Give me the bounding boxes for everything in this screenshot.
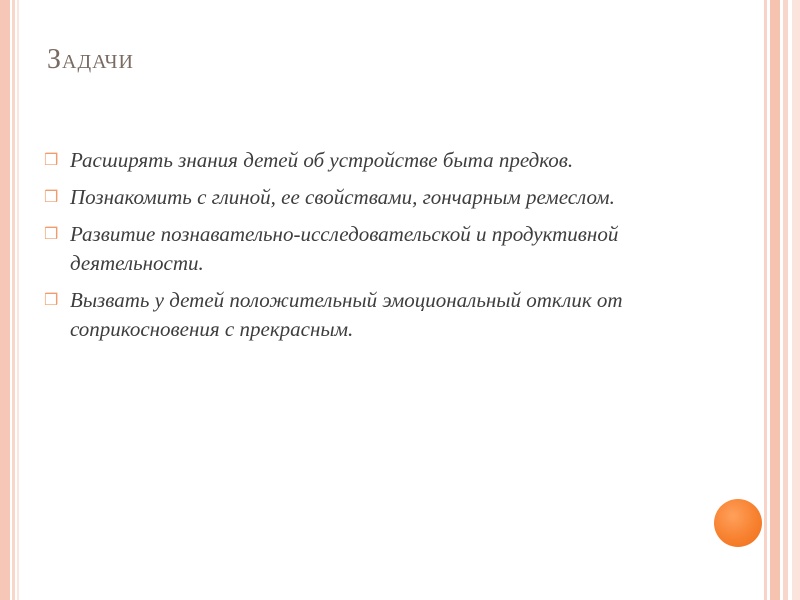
left-border-stripe bbox=[12, 0, 15, 600]
diamond-bullet-icon: ❒ bbox=[44, 226, 59, 243]
list-item bbox=[44, 183, 684, 212]
right-border-stripe bbox=[764, 0, 767, 600]
diamond-bullet-icon: ❒ bbox=[44, 292, 59, 309]
bullet-text: Вызвать у детей положительный эмоциональный отклик от соприкосновения с прекрасным. bbox=[70, 288, 623, 341]
bullet-text: Расширять знания детей об устройстве быта предков. bbox=[70, 148, 574, 172]
diamond-bullet-icon: ❒ bbox=[44, 152, 59, 169]
left-border-stripe bbox=[17, 0, 19, 600]
left-border-stripe bbox=[0, 0, 10, 600]
list-item bbox=[44, 220, 684, 278]
orange-circle-decoration bbox=[714, 499, 762, 547]
right-border-stripe bbox=[783, 0, 788, 600]
bullet-list bbox=[44, 146, 684, 352]
diamond-bullet-icon: ❒ bbox=[44, 189, 59, 206]
bullet-text: Развитие познавательно-исследовательской и продуктивной деятельности. bbox=[70, 222, 619, 275]
list-item bbox=[44, 146, 684, 175]
bullet-text: Познакомить с глиной, ее свойствами, гончарным ремеслом. bbox=[70, 185, 615, 209]
right-border-stripe bbox=[770, 0, 780, 600]
slide-title: Задачи bbox=[47, 44, 134, 75]
list-item bbox=[44, 286, 684, 344]
right-border-stripe bbox=[792, 0, 800, 600]
